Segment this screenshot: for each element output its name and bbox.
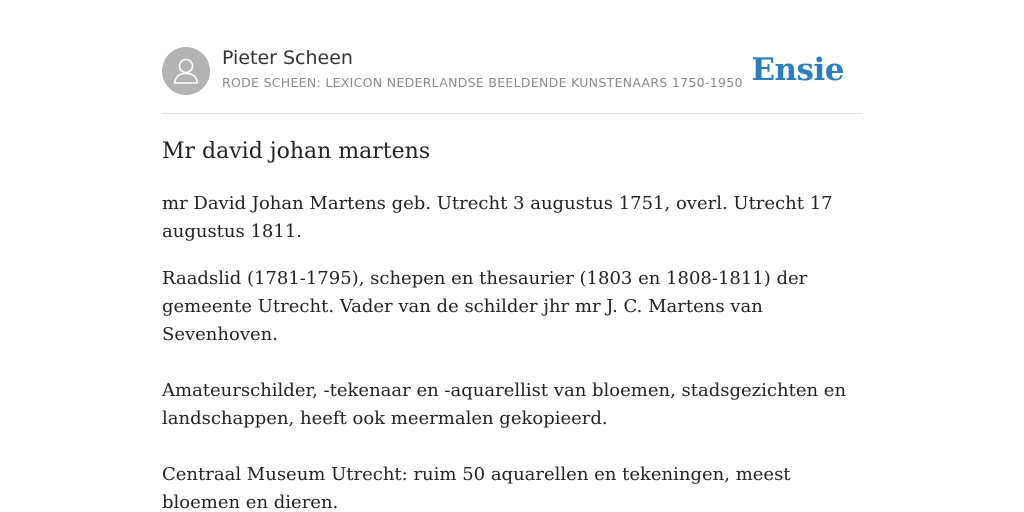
article-paragraph: Centraal Museum Utrecht: ruim 50 aquarellen en tekeningen, meest bloemen en dieren. (162, 464, 791, 512)
author-avatar[interactable] (162, 47, 210, 95)
header-divider (162, 113, 862, 114)
page-title: Mr david johan martens (162, 139, 431, 164)
article-body (162, 190, 862, 512)
user-silhouette-icon (162, 47, 210, 95)
source-title[interactable]: RODE SCHEEN: LEXICON NEDERLANDSE BEELDENDE KUNSTENAARS 1750-1950 (222, 75, 743, 90)
article-paragraph: mr David Johan Martens geb. Utrecht 3 augustus 1751, overl. Utrecht 17 augustus 1811. (162, 193, 833, 242)
article-header (162, 46, 862, 96)
ensie-logo[interactable]: Ensie (751, 52, 844, 88)
article-paragraph: Amateurschilder, -tekenaar en -aquarellist van bloemen, stadsgezichten en landschappen, heeft ook meermalen gekopieerd. (162, 380, 847, 429)
article-paragraph: Raadslid (1781-1795), schepen en thesaurier (1803 en 1808-1811) der gemeente Utrecht. Vader van de schilder jhr mr J. C. Martens van Sevenhoven. (162, 268, 808, 345)
author-name[interactable]: Pieter Scheen (222, 47, 353, 69)
